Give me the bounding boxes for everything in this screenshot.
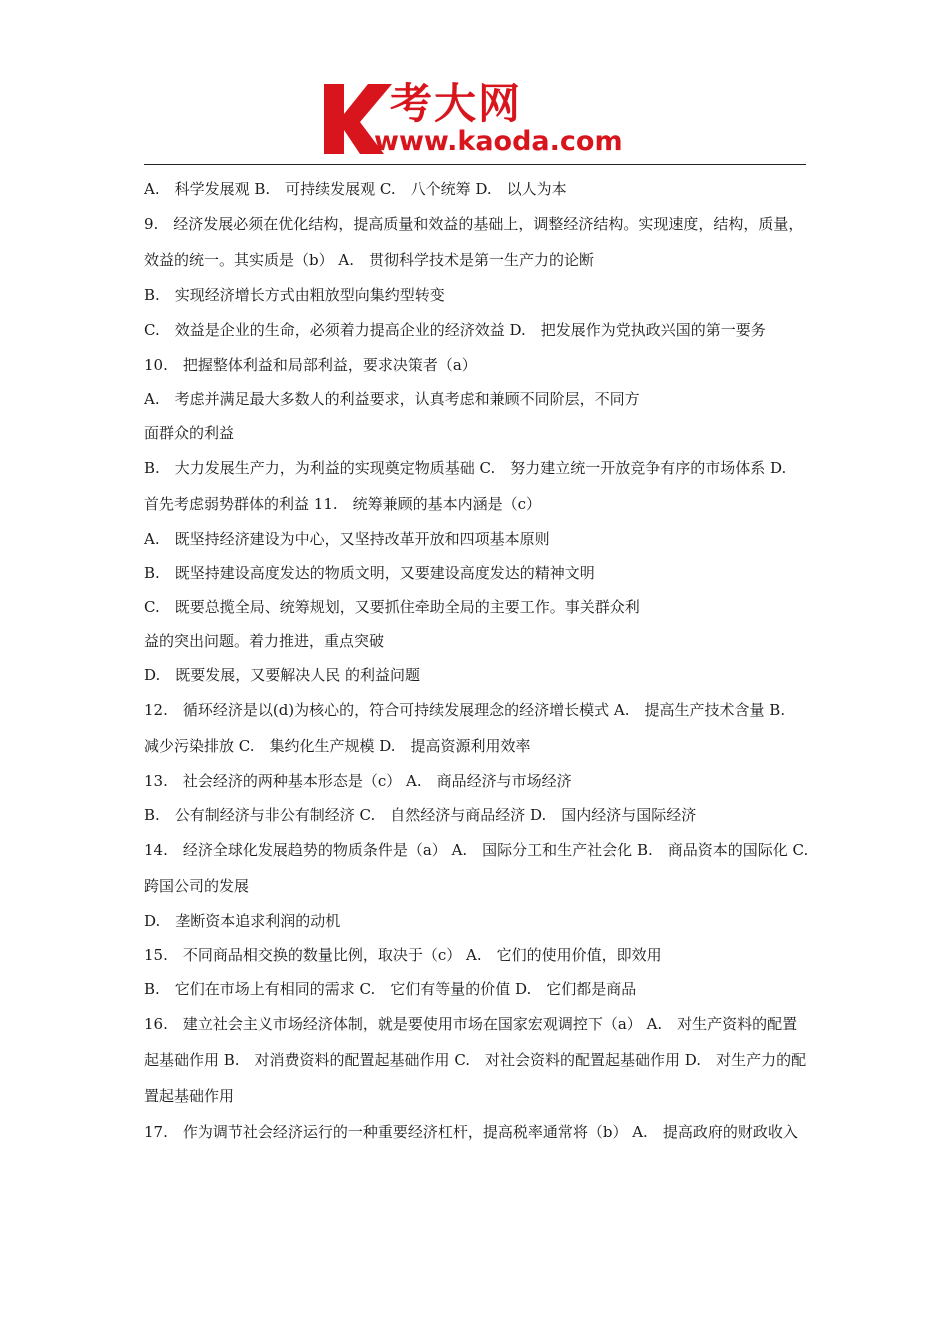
text-line: D. 垄断资本追求利润的动机 — [144, 912, 341, 930]
logo-chinese-text: 考大网 — [390, 79, 523, 128]
header-divider — [144, 164, 806, 165]
document-body — [144, 172, 824, 1150]
text-line: A. 既坚持经济建设为中心，又坚持改革开放和四项基本原则 — [144, 530, 550, 548]
text-line: B. 实现经济增长方式由粗放型向集约型转变 — [144, 286, 445, 304]
text-line: 16. 建立社会主义市场经济体制，就是要使用市场在国家宏观调控下（a） A. 对生产资料的配置起基础作用 B. 对消费资料的配置起基础作用 C. 对社会资料的配置起基础作用 D. 对生产力的配置起基础作用 — [144, 1015, 807, 1105]
text-line: 15. 不同商品相交换的数量比例，取决于（c） A. 它们的使用价值，即效用 — [144, 946, 662, 964]
text-line: 9. 经济发展必须在优化结构，提高质量和效益的基础上，调整经济结构。实现速度，结构，质量，效益的统一。其实质是（b） A. 贯彻科学技术是第一生产力的论断 — [144, 215, 804, 269]
text-line: 益的突出问题。着力推进，重点突破 — [144, 632, 385, 650]
text-line: B. 大力发展生产力，为利益的实现奠定物质基础 C. 努力建立统一开放竞争有序的市场体系 D. 首先考虑弱势群体的利益 11. 统筹兼顾的基本内涵是（c） — [144, 459, 802, 513]
kaoda-logo[interactable] — [318, 78, 648, 160]
text-line: A. 考虑并满足最大多数人的利益要求，认真考虑和兼顾不同阶层，不同方 — [144, 390, 640, 408]
logo-url-text: www.kaoda.com — [374, 126, 623, 157]
text-line: D. 既要发展，又要解决人民 的利益问题 — [144, 666, 421, 684]
text-line: C. 既要总揽全局、统筹规划，又要抓住牵助全局的主要工作。事关群众利 — [144, 598, 640, 616]
text-line: A. 科学发展观 B. 可持续发展观 C. 八个统筹 D. 以人为本 — [144, 180, 567, 198]
text-line: 面群众的利益 — [144, 424, 235, 442]
text-line: C. 效益是企业的生命，必须着力提高企业的经济效益 D. 把发展作为党执政兴国的第一要务 — [144, 321, 766, 339]
text-line: 13. 社会经济的两种基本形态是（c） A. 商品经济与市场经济 — [144, 772, 572, 790]
text-line: B. 它们在市场上有相同的需求 C. 它们有等量的价值 D. 它们都是商品 — [144, 980, 637, 998]
text-line: 14. 经济全球化发展趋势的物质条件是（a） A. 国际分工和生产社会化 B. 商品资本的国际化 C. 跨国公司的发展 — [144, 841, 824, 895]
text-line: 17. 作为调节社会经济运行的一种重要经济杠杆，提高税率通常将（b） A. 提高政府的财政收入 — [144, 1123, 798, 1141]
text-line: B. 既坚持建设高度发达的物质文明，又要建设高度发达的精神文明 — [144, 564, 595, 582]
text-line: 12. 循环经济是以(d)为核心的，符合可持续发展理念的经济增长模式 A. 提高生产技术含量 B. 减少污染排放 C. 集约化生产规模 D. 提高资源利用效率 — [144, 701, 801, 755]
text-line: 10. 把握整体利益和局部利益，要求决策者（a） — [144, 356, 477, 374]
text-line: B. 公有制经济与非公有制经济 C. 自然经济与商品经济 D. 国内经济与国际经济 — [144, 806, 697, 824]
